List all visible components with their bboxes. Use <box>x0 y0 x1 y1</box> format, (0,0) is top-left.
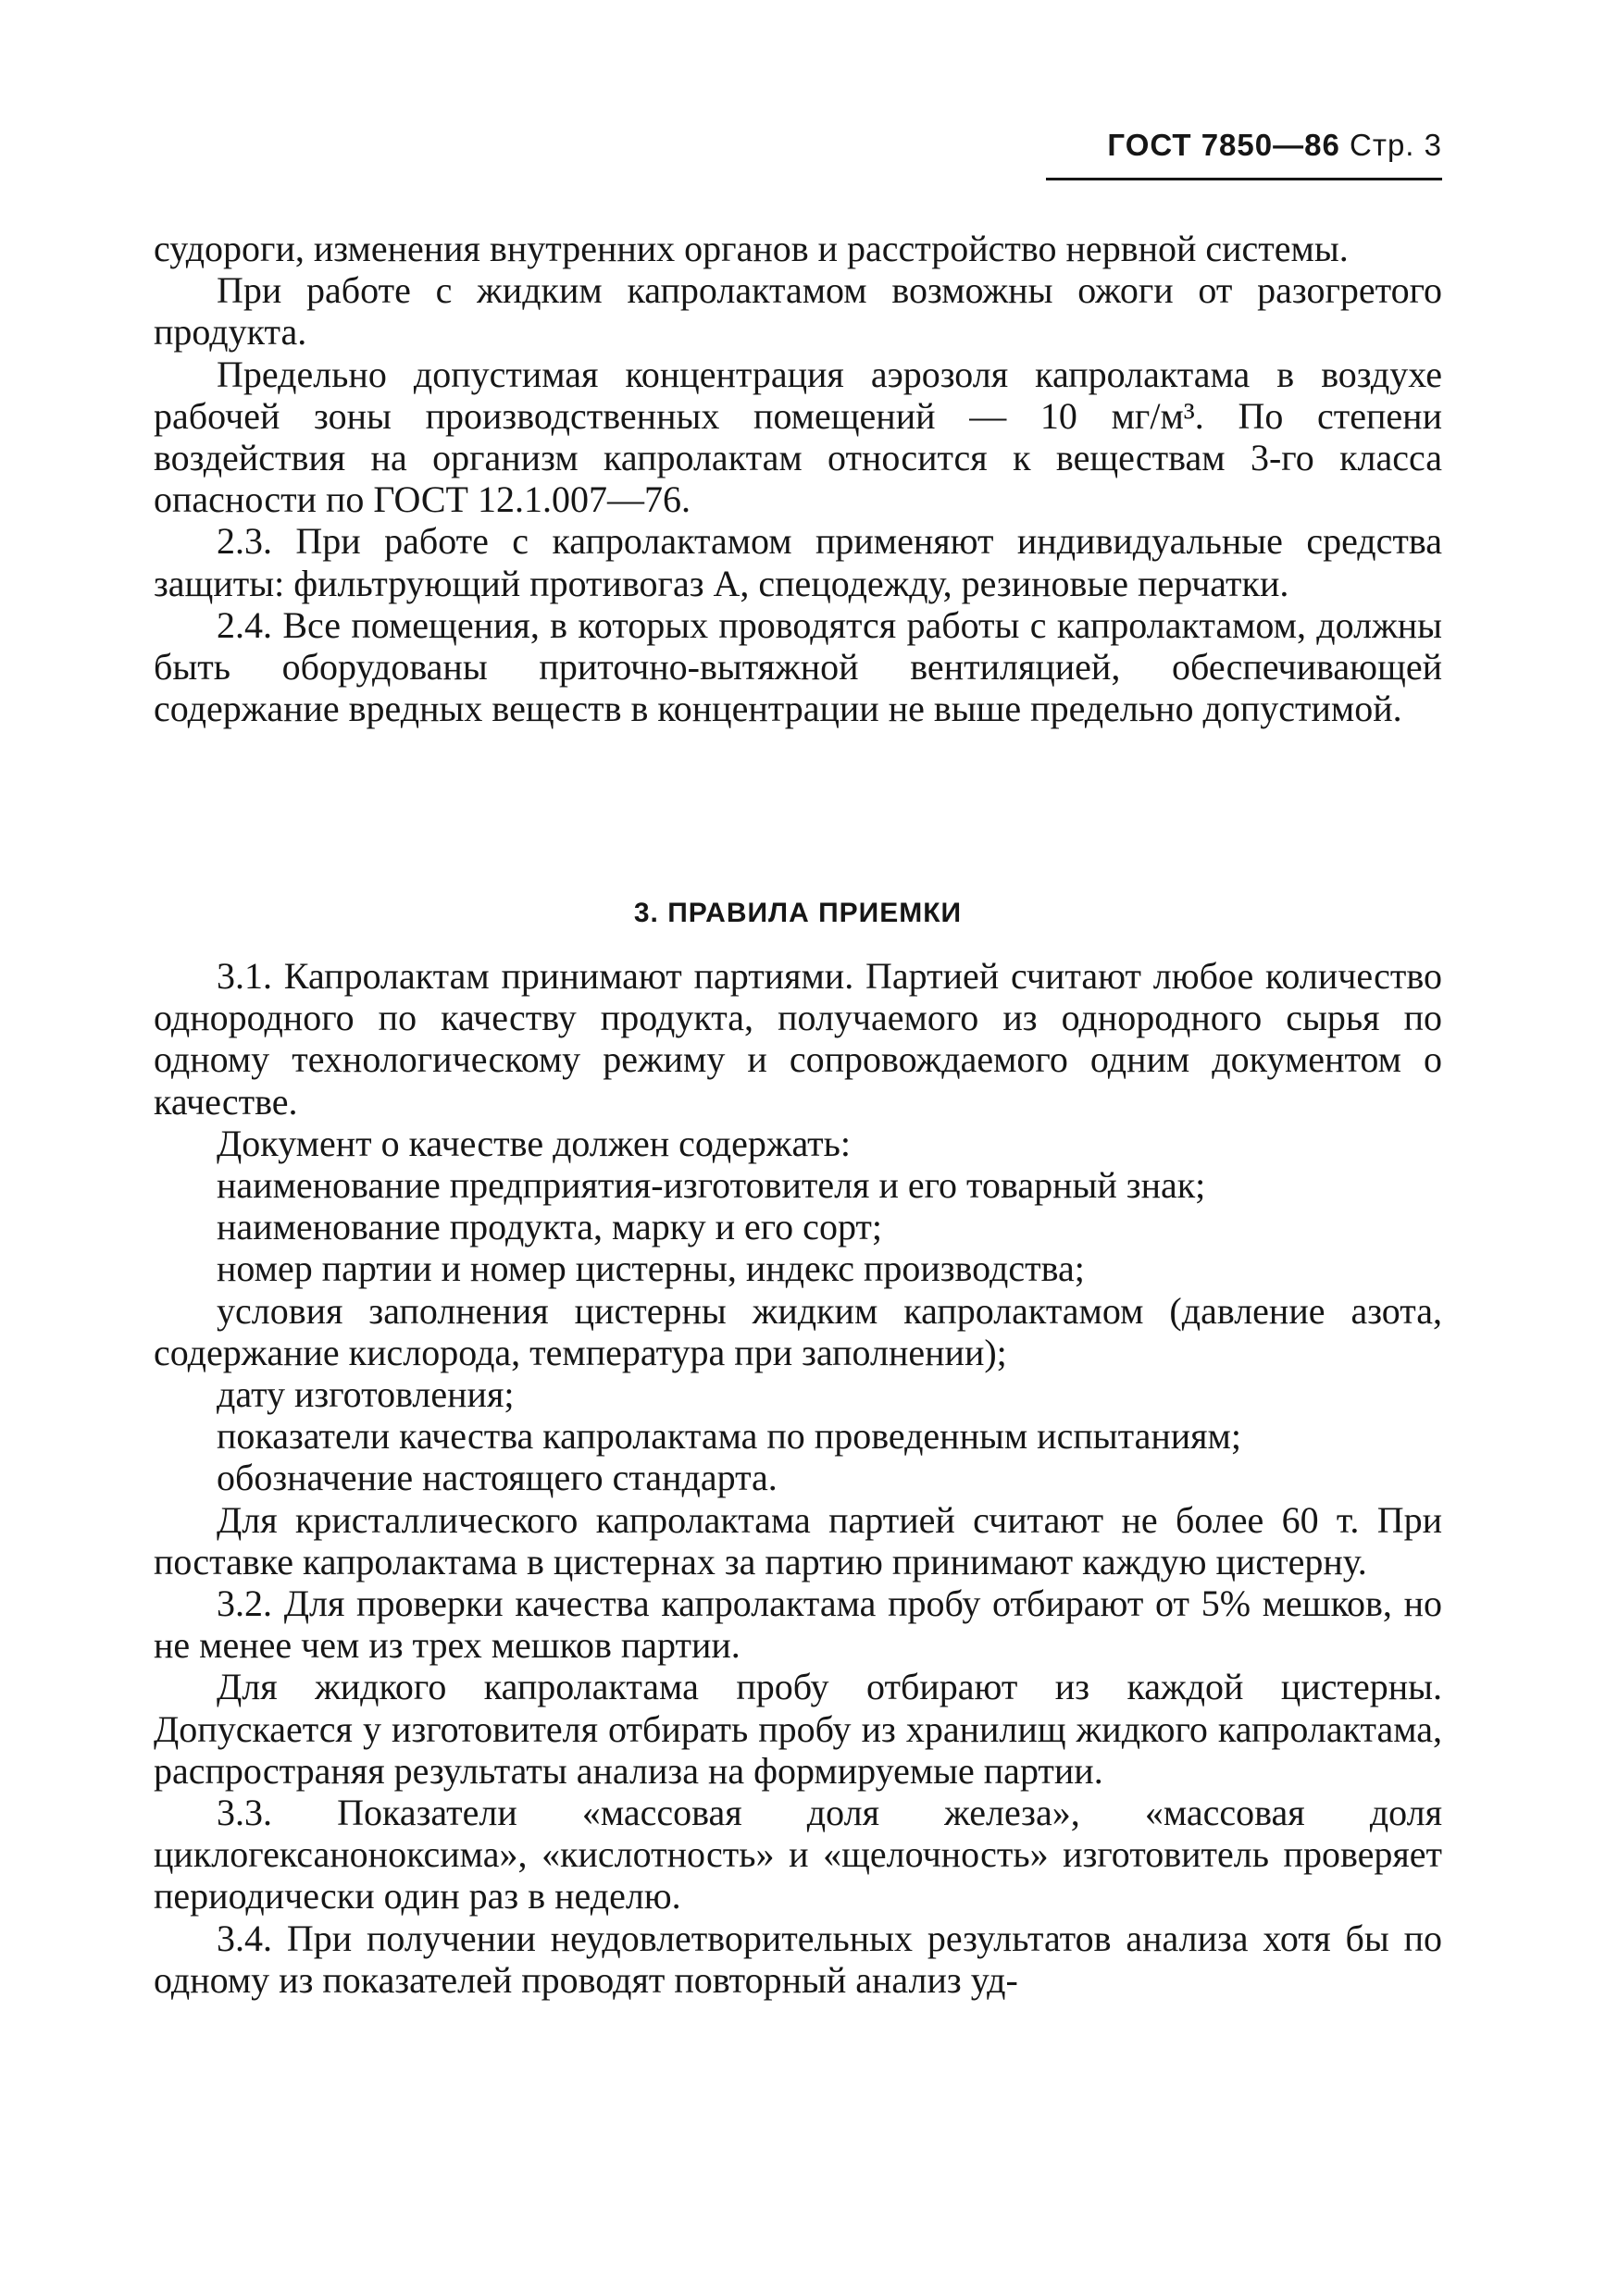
paragraph: Для кристаллического капролактама партией считают не более 60 т. При поставке капролактама в цистернах за партию принимают каждую цистерну. <box>154 1498 1442 1582</box>
paragraph-2-3: 2.3. При работе с капролактамом применяют индивидуальные средства защиты: фильтрующий противогаз А, спецодежду, резиновые перчатки. <box>154 520 1442 604</box>
list-item: номер партии и номер цистерны, индекс производства; <box>217 1247 1085 1290</box>
list-item: обозначение настоящего стандарта. <box>217 1457 778 1499</box>
paragraph: При работе с жидким капролактамом возможны ожоги от разогретого продукта. <box>154 269 1442 354</box>
paragraph: судороги, изменения внутренних органов и расстройство нервной системы. <box>154 228 1349 269</box>
section-3-body <box>154 955 1442 2001</box>
page-number: Стр. 3 <box>1350 128 1442 162</box>
document-number: ГОСТ 7850—86 <box>1107 128 1340 162</box>
paragraph-3-1: 3.1. Капролактам принимают партиями. Партией считают любое количество однородного по качеству продукта, получаемого из однородного сырья по одному технологическому режиму и сопровождаемого одним документом о качестве. <box>154 955 1442 1123</box>
paragraph-3-4: 3.4. При получении неудовлетворительных результатов анализа хотя бы по одному из показателей проводят повторный анализ уд- <box>154 1917 1442 2001</box>
paragraph: Для жидкого капролактама пробу отбирают из каждой цистерны. Допускается у изготовителя отбирать пробу из хранилищ жидкого капролактама, распространяя результаты анализа на формируемые партии. <box>154 1666 1442 1792</box>
section-title: 3. ПРАВИЛА ПРИЕМКИ <box>633 898 963 928</box>
list-intro: Документ о качестве должен содержать: <box>217 1122 852 1164</box>
section-2-continuation <box>154 228 1442 729</box>
list-item: условия заполнения цистерны жидким капролактамом (давление азота, содержание кислорода, температура при заполнении); <box>154 1289 1442 1373</box>
paragraph-2-4: 2.4. Все помещения, в которых проводятся работы с капролактамом, должны быть оборудованы приточно-вытяжной вентиляцией, обеспечивающей содержание вредных веществ в концентрации не выше предельно допустимой. <box>154 603 1442 730</box>
page-header <box>1107 128 1442 163</box>
paragraph-3-2: 3.2. Для проверки качества капролактама пробу отбирают от 5% мешков, но не менее чем из трех мешков партии. <box>154 1582 1442 1667</box>
paragraph-3-3: 3.3. Показатели «массовая доля железа», «массовая доля циклогексаноноксима», «кислотность» и «щелочность» изготовитель проверяет периодически один раз в неделю. <box>154 1792 1442 1917</box>
list-item: наименование предприятия-изготовителя и его товарный знак; <box>217 1164 1206 1207</box>
paragraph: Предельно допустимая концентрация аэрозоля капролактама в воздухе рабочей зоны производственных помещений — 10 мг/м³. По степени воздействия на организм капролактам относится к веществам 3-го класса опасности по ГОСТ 12.1.007—76. <box>154 353 1442 521</box>
header-rule <box>1046 178 1442 180</box>
list-item: показатели качества капролактама по проведенным испытаниям; <box>217 1415 1241 1458</box>
list-item: наименование продукта, марку и его сорт; <box>217 1206 883 1248</box>
list-item: дату изготовления; <box>217 1373 515 1416</box>
